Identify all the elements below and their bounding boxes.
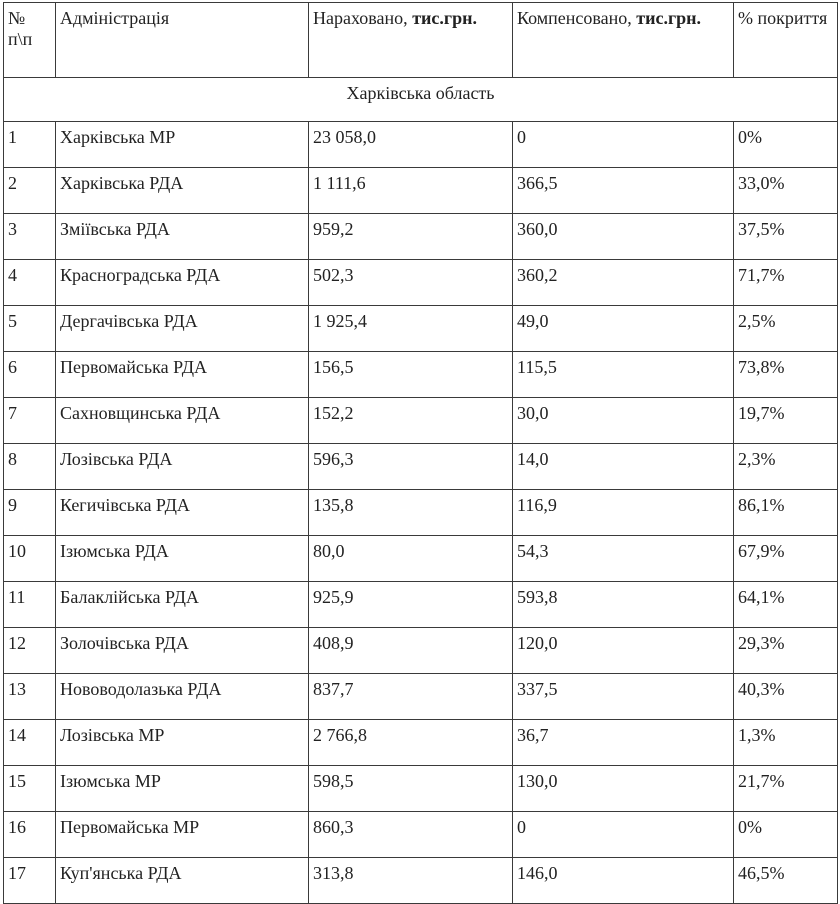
row-number-cell: 6 <box>4 352 56 398</box>
coverage-cell: 86,1% <box>734 490 838 536</box>
accrued-cell: 1 925,4 <box>309 306 513 352</box>
coverage-cell: 2,3% <box>734 444 838 490</box>
compensation-table <box>3 2 838 904</box>
administration-cell: Нововодолазька РДА <box>56 674 309 720</box>
coverage-cell: 73,8% <box>734 352 838 398</box>
compensated-cell: 115,5 <box>513 352 734 398</box>
coverage-cell: 1,3% <box>734 720 838 766</box>
header-administration <box>56 3 309 78</box>
row-number-cell: 13 <box>4 674 56 720</box>
table-row <box>4 306 838 352</box>
coverage-cell: 0% <box>734 812 838 858</box>
administration-cell: Ізюмська РДА <box>56 536 309 582</box>
header-accrued <box>309 3 513 78</box>
compensated-cell: 116,9 <box>513 490 734 536</box>
accrued-cell: 408,9 <box>309 628 513 674</box>
table-row <box>4 582 838 628</box>
administration-cell: Дергачівська РДА <box>56 306 309 352</box>
region-cell <box>4 78 838 122</box>
accrued-cell: 502,3 <box>309 260 513 306</box>
compensated-cell: 360,2 <box>513 260 734 306</box>
administration-cell: Куп'янська РДА <box>56 858 309 904</box>
compensated-cell: 337,5 <box>513 674 734 720</box>
compensated-cell: 366,5 <box>513 168 734 214</box>
row-number-cell: 10 <box>4 536 56 582</box>
row-number-cell: 14 <box>4 720 56 766</box>
administration-cell: Лозівська РДА <box>56 444 309 490</box>
header-coverage-label: % покриття <box>738 8 828 28</box>
row-number-cell: 5 <box>4 306 56 352</box>
header-coverage <box>734 3 838 78</box>
administration-cell: Харківська МР <box>56 122 309 168</box>
table-row <box>4 214 838 260</box>
coverage-cell: 29,3% <box>734 628 838 674</box>
table-row <box>4 858 838 904</box>
administration-cell: Сахновщинська РДА <box>56 398 309 444</box>
table-row <box>4 766 838 812</box>
accrued-cell: 959,2 <box>309 214 513 260</box>
table-row <box>4 628 838 674</box>
accrued-cell: 2 766,8 <box>309 720 513 766</box>
compensated-cell: 14,0 <box>513 444 734 490</box>
administration-cell: Кегичівська РДА <box>56 490 309 536</box>
row-number-cell: 16 <box>4 812 56 858</box>
administration-cell: Харківська РДА <box>56 168 309 214</box>
coverage-cell: 64,1% <box>734 582 838 628</box>
compensated-cell: 54,3 <box>513 536 734 582</box>
compensated-cell: 593,8 <box>513 582 734 628</box>
table-row <box>4 812 838 858</box>
administration-cell: Лозівська МР <box>56 720 309 766</box>
compensated-cell: 30,0 <box>513 398 734 444</box>
accrued-cell: 152,2 <box>309 398 513 444</box>
row-number-cell: 1 <box>4 122 56 168</box>
coverage-cell: 33,0% <box>734 168 838 214</box>
coverage-cell: 67,9% <box>734 536 838 582</box>
accrued-cell: 837,7 <box>309 674 513 720</box>
row-number-cell: 9 <box>4 490 56 536</box>
region-row <box>4 78 838 122</box>
compensated-cell: 130,0 <box>513 766 734 812</box>
table-row <box>4 444 838 490</box>
accrued-cell: 135,8 <box>309 490 513 536</box>
coverage-cell: 2,5% <box>734 306 838 352</box>
region-label: Харківська область <box>346 83 495 103</box>
accrued-cell: 925,9 <box>309 582 513 628</box>
coverage-cell: 19,7% <box>734 398 838 444</box>
table-row <box>4 352 838 398</box>
coverage-cell: 0% <box>734 122 838 168</box>
coverage-cell: 46,5% <box>734 858 838 904</box>
table-row <box>4 122 838 168</box>
table-row <box>4 168 838 214</box>
table-row <box>4 720 838 766</box>
row-number-cell: 3 <box>4 214 56 260</box>
header-accrued-label: Нараховано, <box>313 8 413 28</box>
compensated-cell: 36,7 <box>513 720 734 766</box>
administration-cell: Зміївська РДА <box>56 214 309 260</box>
row-number-cell: 11 <box>4 582 56 628</box>
administration-cell: Ізюмська МР <box>56 766 309 812</box>
accrued-cell: 1 111,6 <box>309 168 513 214</box>
accrued-cell: 156,5 <box>309 352 513 398</box>
accrued-cell: 313,8 <box>309 858 513 904</box>
administration-cell: Балаклійська РДА <box>56 582 309 628</box>
header-administration-label: Адміністрація <box>60 8 170 28</box>
header-compensated <box>513 3 734 78</box>
row-number-cell: 17 <box>4 858 56 904</box>
compensated-cell: 360,0 <box>513 214 734 260</box>
table-row <box>4 490 838 536</box>
administration-cell: Красноградська РДА <box>56 260 309 306</box>
row-number-cell: 12 <box>4 628 56 674</box>
compensated-cell: 49,0 <box>513 306 734 352</box>
compensated-cell: 146,0 <box>513 858 734 904</box>
table-header-row <box>4 3 838 78</box>
row-number-cell: 2 <box>4 168 56 214</box>
table-row <box>4 536 838 582</box>
coverage-cell: 40,3% <box>734 674 838 720</box>
compensated-cell: 0 <box>513 812 734 858</box>
header-accrued-unit: тис.грн. <box>412 8 477 28</box>
row-number-cell: 8 <box>4 444 56 490</box>
accrued-cell: 598,5 <box>309 766 513 812</box>
coverage-cell: 21,7% <box>734 766 838 812</box>
administration-cell: Первомайська МР <box>56 812 309 858</box>
accrued-cell: 860,3 <box>309 812 513 858</box>
compensated-cell: 120,0 <box>513 628 734 674</box>
header-number-label: № п\п <box>8 8 33 49</box>
accrued-cell: 596,3 <box>309 444 513 490</box>
accrued-cell: 23 058,0 <box>309 122 513 168</box>
coverage-cell: 37,5% <box>734 214 838 260</box>
accrued-cell: 80,0 <box>309 536 513 582</box>
row-number-cell: 4 <box>4 260 56 306</box>
row-number-cell: 7 <box>4 398 56 444</box>
row-number-cell: 15 <box>4 766 56 812</box>
header-compensated-unit: тис.грн. <box>636 8 702 28</box>
table-row <box>4 260 838 306</box>
compensated-cell: 0 <box>513 122 734 168</box>
table-row <box>4 398 838 444</box>
table-row <box>4 674 838 720</box>
coverage-cell: 71,7% <box>734 260 838 306</box>
header-compensated-label: Компенсовано, <box>517 8 637 28</box>
administration-cell: Золочівська РДА <box>56 628 309 674</box>
administration-cell: Первомайська РДА <box>56 352 309 398</box>
header-number <box>4 3 56 78</box>
